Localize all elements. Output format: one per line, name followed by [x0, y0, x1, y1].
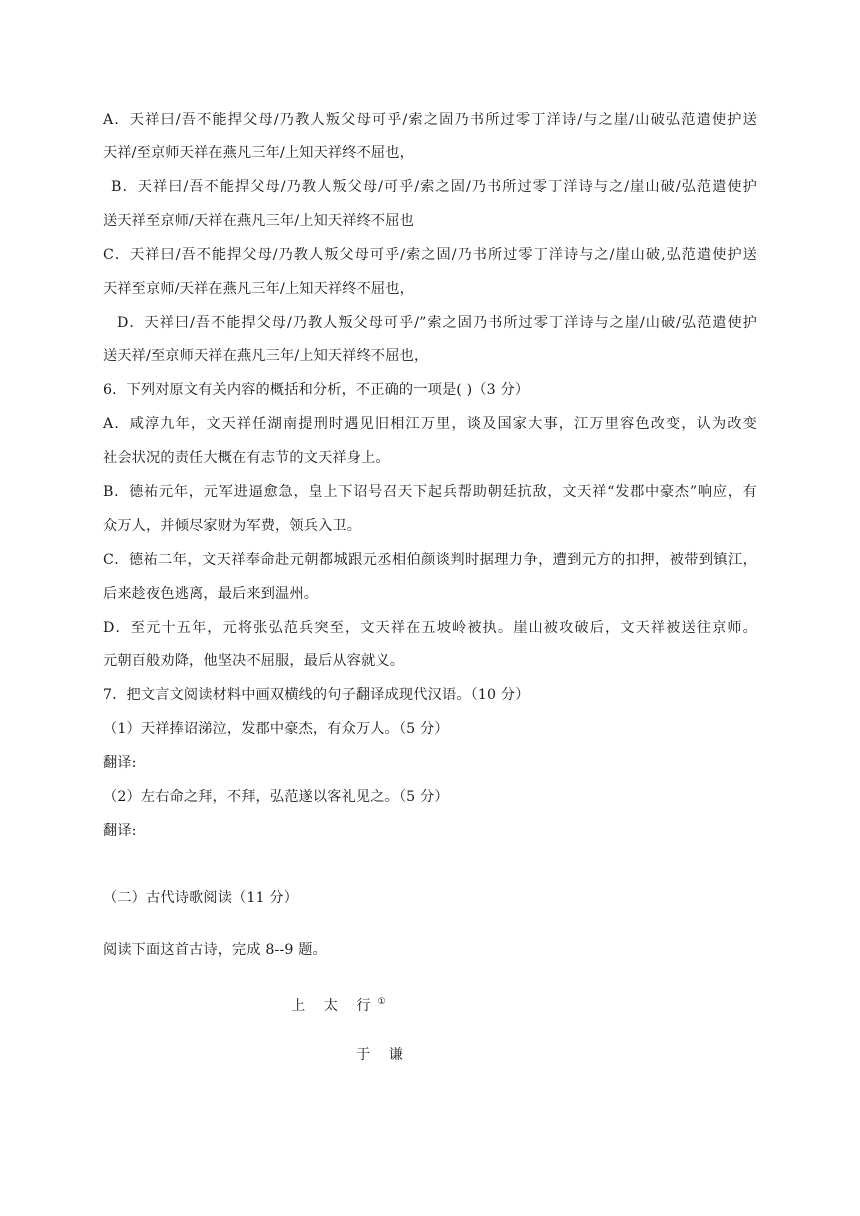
q6-option-c-line1: C．德祐二年，文天祥奉命赴元朝都城跟元丞相伯颜谈判时据理力争，遭到元方的扣押，被带到镇江，	[103, 552, 757, 568]
q5-option-d-line1: D．天祥曰/吾不能捍父母/乃教人叛父母可乎/”索之固乃书所过零丁洋诗与之崖/山破/弘范遣使护	[117, 315, 757, 331]
q5-option-a-line2: 天祥/至京师天祥在燕凡三年/上知天祥终不屈也，	[103, 145, 414, 161]
section-heading: （二）古代诗歌阅读（11 分）	[103, 890, 299, 906]
q5-option-b-line2: 送天祥至京师/天祥在燕凡三年/上知天祥终不屈也	[103, 213, 414, 229]
poem-title	[291, 992, 386, 1016]
q7-stem: 7．把文言文阅读材料中画双横线的句子翻译成现代汉语。（10 分）	[103, 687, 530, 703]
q7-item-1: （1）天祥捧诏涕泣，发郡中豪杰，有众万人。（5 分）	[103, 721, 449, 737]
section-instruction: 阅读下面这首古诗，完成 8--9 题。	[103, 942, 327, 958]
q5-option-d-line2: 送天祥/至京师天祥在燕凡三年/上知天祥终不屈也，	[103, 348, 429, 364]
q6-option-d-line2: 元朝百般劝降，他坚决不屈服，最后从容就义。	[103, 653, 405, 669]
q7-item-2: （2）左右命之拜，不拜，弘范遂以客礼见之。（5 分）	[103, 789, 449, 805]
poem-title-footnote-mark: ①	[377, 997, 386, 1007]
q5-option-b-line1: B．天祥曰/吾不能捍父母/乃教人叛父母/可乎/索之固/乃书所过零丁洋诗与之/崖山破/弘范遣使护	[111, 179, 757, 195]
q6-option-b-line1: B．德祐元年，元军进逼愈急，皇上下诏号召天下起兵帮助朝廷抗敌，文天祥“发郡中豪杰”响应，有	[103, 484, 757, 500]
q6-stem: 6．下列对原文有关内容的概括和分析，不正确的一项是( )（3 分）	[103, 382, 530, 398]
q6-option-c-line2: 后来趁夜色逃离，最后来到温州。	[103, 586, 319, 602]
q7-answer-1-label: 翻译:	[103, 755, 137, 771]
q6-option-d-line1: D．至元十五年，元将张弘范兵突至，文天祥在五坡岭被执。崖山被攻破后，文天祥被送往京师。	[103, 620, 757, 636]
q7-answer-2-label: 翻译:	[103, 823, 137, 839]
q5-option-c-line2: 天祥至京师/天祥在燕凡三年/上知天祥终不屈也，	[103, 281, 414, 297]
poem-author: 于 谦	[356, 1047, 410, 1063]
q5-option-a-line1: A．天祥曰/吾不能捍父母/乃教人叛父母可乎/索之固乃书所过零丁洋诗/与之崖/山破弘范遣使护送	[103, 112, 757, 128]
q6-option-a-line1: A．咸淳九年，文天祥任湖南提刑时遇见旧相江万里，谈及国家大事，江万里容色改变，认为改变	[103, 416, 757, 432]
q5-option-c-line1: C．天祥曰/吾不能捍父母/乃教人叛父母可乎/索之固/乃书所过零丁洋诗与之/崖山破,弘范遣使护送	[103, 247, 757, 263]
q6-option-a-line2: 社会状况的责任大概在有志节的文天祥身上。	[103, 450, 390, 466]
poem-title-text: 上 太 行	[291, 998, 378, 1014]
q6-option-b-line2: 众万人，并倾尽家财为军费，领兵入卫。	[103, 518, 362, 534]
